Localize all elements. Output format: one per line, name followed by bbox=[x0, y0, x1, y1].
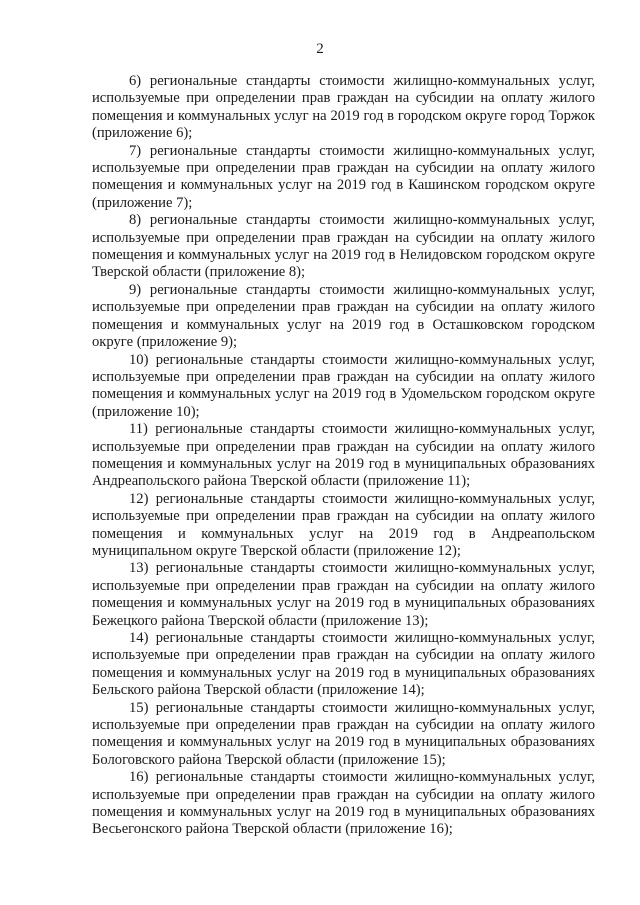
list-item: 8) региональные стандарты стоимости жилищно-коммунальных услуг, используемые при определении прав граждан на субсидии на оплату жилого помещения и коммунальных услуг на 2019 год в Нелидовском городском округе Тверской области (приложение 8); bbox=[92, 212, 595, 281]
page-number: 2 bbox=[316, 41, 324, 57]
list-item: 11) региональные стандарты стоимости жилищно-коммунальных услуг, используемые при определении прав граждан на субсидии на оплату жилого помещения и коммунальных услуг на 2019 год в муниципальных образованиях Андреапольского района Тверской области (приложение 11); bbox=[92, 421, 595, 490]
list-item: 12) региональные стандарты стоимости жилищно-коммунальных услуг, используемые при определении прав граждан на субсидии на оплату жилого помещения и коммунальных услуг на 2019 год в Андреапольском муниципальном округе Тверской области (приложение 12); bbox=[92, 490, 595, 559]
list-item: 13) региональные стандарты стоимости жилищно-коммунальных услуг, используемые при определении прав граждан на субсидии на оплату жилого помещения и коммунальных услуг на 2019 год в муниципальных образованиях Бежецкого района Тверской области (приложение 13); bbox=[92, 560, 595, 629]
list-item: 15) региональные стандарты стоимости жилищно-коммунальных услуг, используемые при определении прав граждан на субсидии на оплату жилого помещения и коммунальных услуг на 2019 год в муниципальных образованиях Бологовского района Тверской области (приложение 15); bbox=[92, 699, 595, 768]
list-item: 6) региональные стандарты стоимости жилищно-коммунальных услуг, используемые при определении прав граждан на субсидии на оплату жилого помещения и коммунальных услуг на 2019 год в городском округе город Торжок (приложение 6); bbox=[92, 73, 595, 142]
list-item: 10) региональные стандарты стоимости жилищно-коммунальных услуг, используемые при определении прав граждан на субсидии на оплату жилого помещения и коммунальных услуг на 2019 год в Удомельском городском округе (приложение 10); bbox=[92, 351, 595, 420]
document-body bbox=[92, 73, 595, 839]
list-item: 14) региональные стандарты стоимости жилищно-коммунальных услуг, используемые при определении прав граждан на субсидии на оплату жилого помещения и коммунальных услуг на 2019 год в муниципальных образованиях Бельского района Тверской области (приложение 14); bbox=[92, 630, 595, 699]
list-item: 7) региональные стандарты стоимости жилищно-коммунальных услуг, используемые при определении прав граждан на субсидии на оплату жилого помещения и коммунальных услуг на 2019 год в Кашинском городском округе (приложение 7); bbox=[92, 142, 595, 211]
list-item: 16) региональные стандарты стоимости жилищно-коммунальных услуг, используемые при определении прав граждан на субсидии на оплату жилого помещения и коммунальных услуг на 2019 год в муниципальных образованиях Весьегонского района Тверской области (приложение 16); bbox=[92, 769, 595, 838]
list-item: 9) региональные стандарты стоимости жилищно-коммунальных услуг, используемые при определении прав граждан на субсидии на оплату жилого помещения и коммунальных услуг на 2019 год в Осташковском городском округе (приложение 9); bbox=[92, 281, 595, 351]
